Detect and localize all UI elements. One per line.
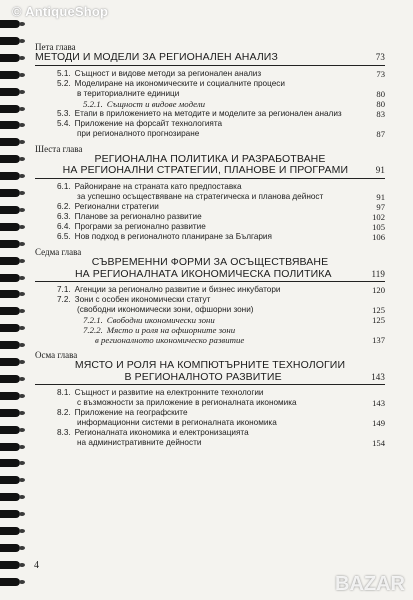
spiral-coil (0, 459, 20, 467)
toc-entry (35, 212, 385, 222)
spiral-coil (0, 527, 20, 535)
toc-entry (35, 335, 385, 345)
toc-entry (35, 408, 385, 418)
spiral-coil (0, 426, 20, 434)
spiral-coil (0, 324, 20, 332)
toc-entry (35, 69, 385, 79)
toc-entry (35, 398, 385, 408)
entry-number: 5.3. (57, 108, 71, 118)
chapter-title: НА РЕГИОНАЛНАТА ИКОНОМИЧЕСКА ПОЛИТИКА (74, 267, 332, 280)
chapter-title-row (35, 165, 385, 177)
entry-page: 106 (372, 231, 385, 242)
toc-entry (35, 202, 385, 212)
spiral-coil (0, 493, 20, 501)
chapter-title: СЪВРЕМЕННИ ФОРМИ ЗА ОСЪЩЕСТВЯВАНЕ (91, 256, 329, 269)
title-rule (35, 384, 385, 385)
entry-title: Етапи в приложението на методите и моделите за регионален анализ (74, 108, 342, 118)
spiral-coil (0, 375, 20, 383)
spiral-coil (0, 544, 20, 552)
toc-entry (35, 325, 385, 335)
title-rule (35, 178, 385, 179)
toc-entry (35, 232, 385, 242)
toc-entry (35, 428, 385, 438)
entry-page: 80 (376, 98, 385, 109)
toc-entry (35, 295, 385, 305)
entry-title: на административните дейности (77, 438, 202, 448)
spiral-coil (0, 290, 20, 298)
spiral-coil (0, 54, 20, 62)
spiral-coil (0, 223, 20, 231)
chapter-section (35, 144, 385, 242)
chapter-section (35, 42, 385, 139)
spiral-coil (0, 476, 20, 484)
spiral-coil (0, 138, 20, 146)
entry-title: Приложение на географските (74, 408, 188, 418)
chapter-label: Осма глава (35, 350, 78, 361)
entry-title: Същност и видове модели (106, 98, 206, 109)
entry-title: Зони с особен икономически статут (74, 295, 211, 305)
spiral-coil (0, 20, 20, 28)
entry-title: Нов подход в регионалното планиране за България (74, 231, 272, 241)
chapter-title-row (35, 52, 385, 64)
entry-number: 7.2.1. (83, 315, 103, 326)
spiral-coil (0, 510, 20, 518)
entry-page: 83 (376, 108, 385, 119)
entry-title: Моделиране на икономическите и социалните процеси (74, 78, 285, 88)
entry-title: Програми за регионално развитие (74, 221, 206, 231)
toc-entry (35, 79, 385, 89)
chapter-title: РЕГИОНАЛНА ПОЛИТИКА И РАЗРАБОТВАНЕ (94, 152, 326, 165)
entry-title: Място и роля на офшорните зони (106, 325, 236, 336)
spiral-coil (0, 341, 20, 349)
spiral-coil (0, 257, 20, 265)
chapter-label: Седма глава (35, 246, 82, 257)
entry-page: 102 (372, 211, 385, 222)
entry-title: Приложение на форсайт технологията (74, 118, 223, 128)
entry-title: Регионални стратегии (74, 201, 159, 211)
chapter-title: МЕТОДИ И МОДЕЛИ ЗА РЕГИОНАЛЕН АНАЛИЗ (35, 51, 278, 64)
toc-entry (35, 222, 385, 232)
table-of-contents (35, 42, 385, 449)
chapter-title-row (35, 269, 385, 281)
chapter-page: 119 (371, 268, 385, 279)
toc-entry (35, 388, 385, 398)
entry-page: 97 (376, 201, 385, 212)
entry-page: 137 (372, 335, 385, 346)
entry-page: 87 (376, 128, 385, 139)
watermark-bazar: BAZAR (335, 573, 405, 595)
entry-number: 5.2. (57, 78, 71, 88)
entry-number: 6.4. (57, 221, 71, 231)
spiral-coil (0, 206, 20, 214)
spiral-coil (0, 189, 20, 197)
toc-entry (35, 182, 385, 192)
entry-number: 7.2.2. (83, 325, 103, 336)
entry-page: 91 (376, 191, 385, 202)
entry-title: Планове за регионално развитие (74, 211, 202, 221)
spiral-coil (0, 240, 20, 248)
chapter-label: Шеста глава (35, 143, 83, 154)
entry-title: с възможности за приложение в регионалната икономика (77, 398, 297, 408)
entry-number: 7.2. (57, 295, 71, 305)
entry-title: информационни системи в регионалната икономика (77, 418, 277, 428)
entry-page: 154 (372, 438, 385, 449)
chapter-label: Пета глава (35, 42, 76, 52)
entry-number: 8.1. (57, 388, 71, 398)
toc-entry (35, 89, 385, 99)
spiral-coil (0, 172, 20, 180)
entry-number: 6.2. (57, 201, 71, 211)
chapter-title: НА РЕГИОНАЛНИ СТРАТЕГИИ, ПЛАНОВЕ И ПРОГРАМИ (62, 164, 349, 177)
toc-entry (35, 192, 385, 202)
chapter-title: В РЕГИОНАЛНОТО РАЗВИТИЕ (124, 370, 282, 383)
entry-number: 6.1. (57, 181, 71, 191)
entry-title: при регионалното прогнозиране (77, 128, 200, 138)
entry-title: Свободни икономически зони (106, 315, 215, 326)
toc-entry (35, 418, 385, 428)
entry-page: 143 (372, 398, 385, 409)
entry-title: в териториалните единици (77, 88, 180, 98)
entry-number: 5.2.1. (83, 98, 103, 109)
entry-page: 80 (376, 88, 385, 99)
title-rule (35, 281, 385, 282)
spiral-coil (0, 274, 20, 282)
chapter-page: 73 (375, 52, 385, 63)
entry-page: 120 (372, 285, 385, 296)
toc-entry (35, 109, 385, 119)
spiral-coil (0, 71, 20, 79)
toc-entry (35, 119, 385, 129)
spiral-coil (0, 578, 20, 586)
spiral-coil (0, 358, 20, 366)
entry-number: 6.5. (57, 231, 71, 241)
spiral-coil (0, 307, 20, 315)
entry-title: Райониране на страната като предпоставка (74, 181, 242, 191)
entry-number: 6.3. (57, 211, 71, 221)
entry-page: 105 (372, 221, 385, 232)
entry-title: (свободни икономически зони, офшорни зони) (77, 305, 254, 315)
entry-title: Регионалната икономика и електронизацията (74, 428, 249, 438)
entry-number: 5.1. (57, 68, 71, 78)
chapter-title-row (35, 372, 385, 384)
toc-entry (35, 285, 385, 295)
toc-entry (35, 99, 385, 109)
chapter-section (35, 350, 385, 448)
toc-entry (35, 129, 385, 139)
entry-title: Същност и видове методи за регионален анализ (74, 68, 262, 78)
entry-title: в регионалното икономическо развитие (95, 335, 245, 346)
toc-entry (35, 305, 385, 315)
entry-number: 5.4. (57, 118, 71, 128)
spiral-coil (0, 121, 20, 129)
spiral-coil (0, 443, 20, 451)
spiral-coil (0, 88, 20, 96)
chapter-page: 143 (371, 371, 385, 382)
page-number: 4 (34, 560, 39, 571)
spiral-coil (0, 105, 20, 113)
spiral-coil (0, 37, 20, 45)
entry-number: 7.1. (57, 285, 71, 295)
entry-title: Агенции за регионално развитие и бизнес инкубатори (74, 285, 281, 295)
entry-page: 125 (372, 305, 385, 316)
entry-page: 149 (372, 418, 385, 429)
entry-page: 73 (376, 68, 385, 79)
entry-title: за успешно осъществяване на стратегическа и планова дейност (77, 191, 324, 201)
entry-number: 8.2. (57, 408, 71, 418)
watermark-logo: © AntiqueShop (12, 4, 109, 19)
chapter-title: МЯСТО И РОЛЯ НА КОМПЮТЪРНИТЕ ТЕХНОЛОГИИ (74, 359, 346, 372)
toc-entry (35, 315, 385, 325)
entry-title: Същност и развитие на електронните технологии (74, 388, 264, 398)
spiral-coil (0, 561, 20, 569)
spiral-coil (0, 392, 20, 400)
title-rule (35, 65, 385, 66)
spiral-coil (0, 409, 20, 417)
toc-entry (35, 438, 385, 448)
chapter-section (35, 247, 385, 345)
spiral-coil (0, 155, 20, 163)
chapter-page: 91 (375, 165, 385, 176)
entry-page: 125 (372, 315, 385, 326)
entry-number: 8.3. (57, 428, 71, 438)
spiral-binding (0, 20, 22, 595)
